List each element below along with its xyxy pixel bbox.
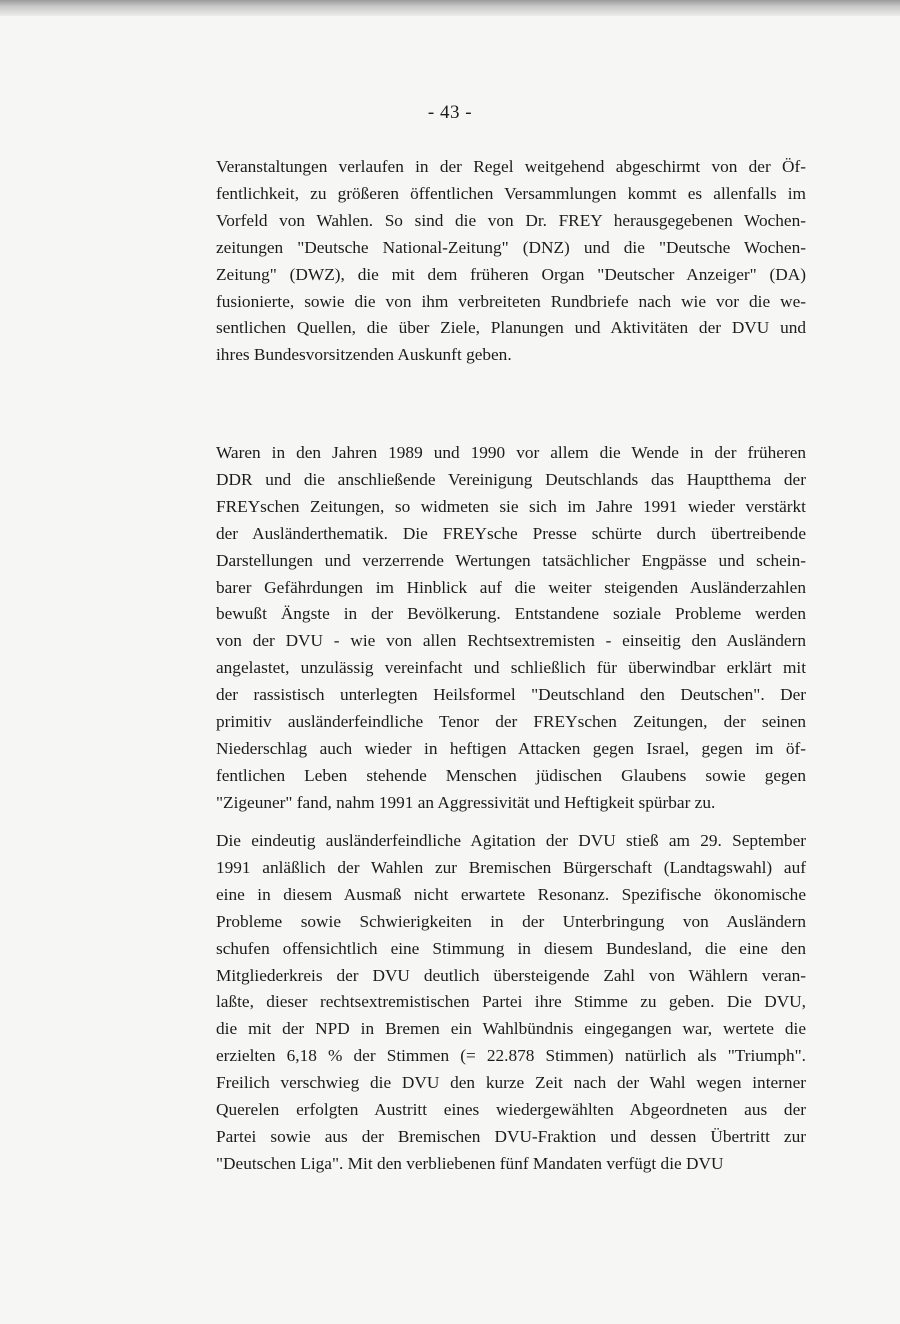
text-line: 1991 anläßlich der Wahlen zur Bremischen Bürgerschaft (Landtagswahl) auf [216,857,806,877]
text-line: Waren in den Jahren 1989 und 1990 vor allem die Wende in der früheren [216,443,806,462]
text-line: Querelen erfolgten Austritt eines wiedergewählten Abgeordneten aus der [216,1100,806,1120]
text-line: der Ausländerthematik. Die FREYsche Presse schürte durch übertreibende [216,523,806,543]
text-line: laßte, dieser rechtsextremistischen Partei ihre Stimme zu geben. Die DVU, [216,992,806,1012]
text-line: "Zigeuner" fand, nahm 1991 an Aggressivität und Heftigkeit spürbar zu. [216,792,716,812]
text-line: Niederschlag auch wieder in heftigen Attacken gegen Israel, gegen im öf- [216,738,806,758]
text-line: sentlichen Quellen, die über Ziele, Planungen und Aktivitäten der DVU und [216,318,806,338]
text-line: primitiv ausländerfeindliche Tenor der FREYschen Zeitungen, der seinen [216,712,806,732]
paragraph-3 [216,828,806,1178]
text-line: Mitgliederkreis der DVU deutlich übersteigende Zahl von Wählern veran- [216,965,806,985]
text-line: Darstellungen und verzerrende Wertungen tatsächlicher Engpässe und schein- [216,550,806,570]
text-line: "Deutschen Liga". Mit den verbliebenen fünf Mandaten verfügt die DVU [216,1153,724,1173]
text-line: barer Gefährdungen im Hinblick auf die weiter steigenden Ausländerzahlen [216,577,806,597]
text-line: fusionierte, sowie die von ihm verbreiteten Rundbriefe nach wie vor die we- [216,291,806,311]
text-line: angelastet, unzulässig vereinfacht und schließlich für überwindbar erklärt mit [216,658,806,678]
text-line: bewußt Ängste in der Bevölkerung. Entstandene soziale Probleme werden [216,604,806,624]
paragraph-1 [216,154,806,369]
text-line: Vorfeld von Wahlen. So sind die von Dr. FREY herausgegebenen Wochen- [216,210,806,230]
text-line: erzielten 6,18 % der Stimmen (= 22.878 Stimmen) natürlich als "Triumph". [216,1046,806,1066]
scan-top-edge [0,0,900,16]
text-line: zeitungen "Deutsche National-Zeitung" (DNZ) und die "Deutsche Wochen- [216,237,806,257]
text-line: der rassistisch unterlegten Heilsformel "Deutschland den Deutschen". Der [216,685,806,705]
text-line: FREYschen Zeitungen, so widmeten sie sich im Jahre 1991 wieder verstärkt [216,496,806,516]
document-page [0,16,900,1324]
text-line: Veranstaltungen verlaufen in der Regel weitgehend abgeschirmt von der Öf- [216,157,806,176]
text-line: Die eindeutig ausländerfeindliche Agitation der DVU stieß am 29. September [216,831,806,850]
text-line: DDR und die anschließende Vereinigung Deutschlands das Hauptthema der [216,469,806,489]
text-line: eine in diesem Ausmaß nicht erwartete Resonanz. Spezifische ökonomische [216,884,806,904]
text-line: Probleme sowie Schwierigkeiten in der Unterbringung von Ausländern [216,911,806,931]
text-line: ihres Bundesvorsitzenden Auskunft geben. [216,345,512,365]
text-line: fentlichen Leben stehende Menschen jüdischen Glaubens sowie gegen [216,765,806,785]
paragraph-2 [216,440,806,817]
text-line: die mit der NPD in Bremen ein Wahlbündnis eingegangen war, wertete die [216,1019,806,1039]
page-number: - 43 - [427,102,473,123]
text-line: schufen offensichtlich eine Stimmung in diesem Bundesland, die eine den [216,938,806,958]
text-line: Freilich verschwieg die DVU den kurze Zeit nach der Wahl wegen interner [216,1073,806,1093]
text-line: Zeitung" (DWZ), die mit dem früheren Organ "Deutscher Anzeiger" (DA) [216,264,806,284]
text-line: Partei sowie aus der Bremischen DVU-Fraktion und dessen Übertritt zur [216,1126,806,1146]
text-line: fentlichkeit, zu größeren öffentlichen Versammlungen kommt es allenfalls im [216,183,806,203]
text-line: von der DVU - wie von allen Rechtsextremisten - einseitig den Ausländern [216,631,806,651]
